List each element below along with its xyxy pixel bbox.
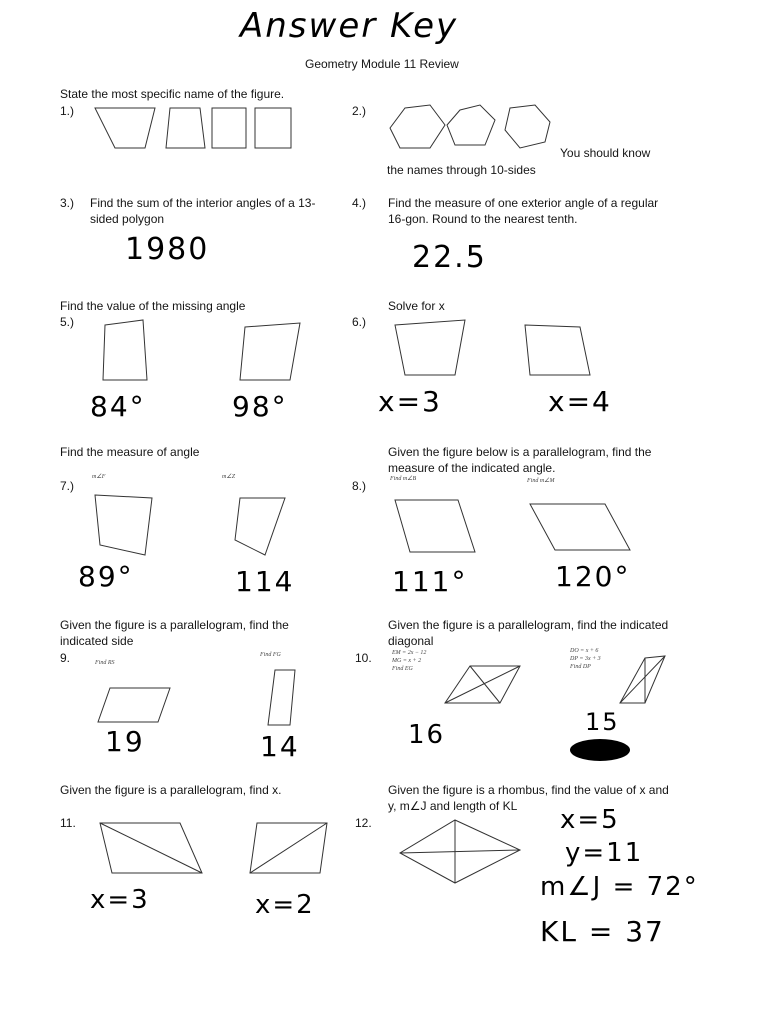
answer-9b: 14 — [260, 730, 300, 763]
answer-8a: 111° — [392, 565, 468, 598]
q7-label-b: m∠Z — [222, 474, 236, 480]
section-instruction-1: State the most specific name of the figure. — [60, 87, 285, 101]
q10-a-line1: EM = 2x − 12 — [392, 650, 427, 656]
section-instruction-7: Find the measure of angle — [60, 445, 200, 459]
answer-12-x: x=5 — [560, 805, 620, 835]
figure-parallelograms-10 — [390, 648, 680, 708]
names-note-1: You should know — [560, 146, 651, 160]
problem-number-1: 1.) — [60, 104, 75, 118]
figure-parallelograms-11 — [92, 815, 332, 880]
answer-8b: 120° — [555, 560, 631, 593]
q10-a-line2: MG = x + 2 — [392, 658, 422, 664]
figure-parallelograms-9 — [90, 650, 320, 730]
section-instruction-5: Find the value of the missing angle — [60, 299, 246, 313]
names-note-2: the names through 10-sides — [387, 163, 536, 177]
answer-12-mj: m∠J = 72° — [540, 872, 699, 902]
section-instruction-9: Given the figure is a parallelogram, find the indicated side — [60, 618, 289, 648]
problem-number-5: 5.) — [60, 315, 75, 329]
problem-number-2: 2.) — [352, 104, 367, 118]
answer-5a: 84° — [90, 390, 146, 423]
q8-label-a: Find m∠B — [390, 476, 417, 482]
answer-7b: 114 — [235, 565, 295, 598]
answer-11b: x=2 — [255, 890, 315, 920]
scribble-mark — [565, 735, 635, 765]
handwritten-title: Answer Key — [240, 6, 459, 46]
section-instruction-12: Given the figure is a rhombus, find the value of x and y, m∠J and length of KL — [388, 783, 669, 813]
problem-text-3: Find the sum of the interior angles of a 13-sided polygon — [90, 196, 316, 226]
answer-9a: 19 — [105, 725, 145, 758]
answer-10a: 16 — [408, 720, 446, 750]
figure-quadrilaterals-1 — [90, 100, 300, 155]
answer-6b: x=4 — [548, 385, 612, 418]
answer-7a: 89° — [78, 560, 134, 593]
figure-rhombus-12 — [395, 815, 530, 890]
q7-label-a: m∠F — [92, 474, 106, 480]
figure-quadrilaterals-5 — [95, 315, 295, 390]
section-instruction-6: Solve for x — [388, 299, 445, 313]
answer-4: 22.5 — [412, 240, 487, 275]
answer-6a: x=3 — [378, 385, 442, 418]
answer-3: 1980 — [125, 232, 210, 267]
problem-text-4: Find the measure of one exterior angle of a regular 16-gon. Round to the nearest tenth. — [388, 196, 659, 226]
q10-b-line2: DP = 3x + 3 — [570, 656, 601, 662]
problem-number-6: 6.) — [352, 315, 367, 329]
page-title: Geometry Module 11 Review — [305, 57, 459, 71]
q8-label-b: Find m∠M — [527, 478, 555, 484]
answer-10b: 15 — [585, 708, 620, 736]
figure-polygons-2 — [385, 100, 565, 155]
problem-number-3: 3.) — [60, 196, 75, 210]
q10-b-line1: DO = x + 6 — [570, 648, 599, 654]
problem-number-12: 12. — [355, 816, 372, 830]
section-instruction-11: Given the figure is a parallelogram, find x. — [60, 783, 282, 797]
problem-number-11: 11. — [60, 816, 76, 830]
problem-number-8: 8.) — [352, 479, 367, 493]
answer-11a: x=3 — [90, 885, 150, 915]
q9-label-b: Find FG — [260, 652, 281, 658]
problem-number-4: 4.) — [352, 196, 367, 210]
section-instruction-10: Given the figure is a parallelogram, find the indicated diagonal — [388, 618, 669, 648]
answer-5b: 98° — [232, 390, 288, 423]
figure-quadrilaterals-7 — [90, 470, 300, 565]
figure-quadrilaterals-6 — [390, 315, 610, 380]
answer-12-kl: KL = 37 — [540, 915, 665, 948]
problem-number-7: 7.) — [60, 479, 75, 493]
section-instruction-8: Given the figure below is a parallelogram, find the measure of the indicated angle. — [388, 445, 652, 475]
figure-parallelograms-8 — [390, 472, 640, 562]
problem-number-10: 10. — [355, 651, 372, 665]
answer-12-y: y=11 — [565, 838, 644, 868]
problem-number-9: 9. — [60, 651, 71, 665]
q10-b-line3: Find DP — [570, 664, 591, 670]
q10-a-line3: Find EG — [392, 666, 413, 672]
q9-label-a: Find RS — [95, 660, 115, 666]
